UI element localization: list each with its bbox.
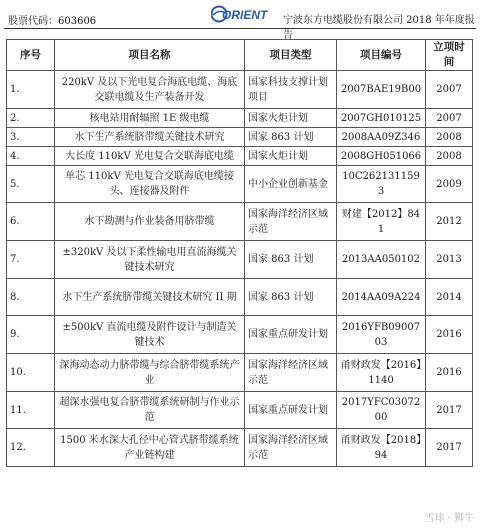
cell-project-code: 2008AA09Z346: [337, 128, 426, 147]
cell-project-type: 国家火炬计划: [245, 109, 337, 128]
cell-project-type: 中小企业创新基金: [245, 166, 337, 203]
cell-project-name: 超深水强电复合脐带缆系统研制与作业示范: [55, 392, 245, 429]
table-row: [7, 109, 473, 128]
cell-year: 2014: [426, 279, 473, 316]
cell-project-name: ±320kV 及以下柔性输电用直流海缆关键技术研究: [55, 241, 245, 279]
column-header-name: 项目名称: [55, 40, 245, 71]
stock-code: 股票代码：603606: [8, 16, 97, 27]
cell-project-code: 2017YFC0307200: [337, 392, 426, 429]
cell-project-name: 深海动态动力脐带缆与综合脐带缆系统产业: [55, 354, 245, 392]
column-header-code: 项目编号: [337, 40, 426, 71]
cell-number: 9.: [7, 316, 55, 354]
column-header-type: 项目类型: [245, 40, 337, 71]
cell-year: 2008: [426, 128, 473, 147]
company-report-title: 宁波东方电缆股份有限公司 2018 年年度报告: [283, 15, 475, 41]
cell-project-type: 国家火炬计划: [245, 147, 337, 166]
table-row: [7, 429, 473, 467]
cell-project-name: ±500kV 直流电缆及附件设计与制造关键技术: [55, 316, 245, 354]
header-rule: [4, 28, 476, 29]
cell-year: 2008: [426, 147, 473, 166]
cell-number: 11.: [7, 392, 55, 429]
table-row: [7, 392, 473, 429]
company-logo-icon: [211, 4, 281, 24]
cell-project-name: 220kV 及以下光电复合海底电缆、海底交联电缆及生产装备开发: [55, 71, 245, 109]
cell-year: 2013: [426, 241, 473, 279]
cell-year: 2012: [426, 203, 473, 241]
projects-table: [6, 39, 473, 467]
cell-project-code: 2016YFB0900703: [337, 316, 426, 354]
table-row: [7, 279, 473, 316]
table-row: [7, 241, 473, 279]
table-header-row: [7, 40, 473, 71]
cell-project-name: 1500 米水深大孔径中心管式脐带缆系统产业链构建: [55, 429, 245, 467]
table-body: [7, 71, 473, 467]
cell-number: 2.: [7, 109, 55, 128]
cell-number: 7.: [7, 241, 55, 279]
cell-number: 12.: [7, 429, 55, 467]
cell-project-type: 国家海洋经济区域示范: [245, 429, 337, 467]
cell-project-type: 国家重点研发计划: [245, 392, 337, 429]
cell-project-type: 国家海洋经济区域示范: [245, 203, 337, 241]
cell-project-name: 核电站用耐辐照 1E 级电缆: [55, 109, 245, 128]
page-header: [0, 0, 480, 41]
watermark: 雪球 · 狮牛: [424, 513, 474, 524]
cell-project-name: 水下生产系统脐带缆关键技术研究: [55, 128, 245, 147]
cell-project-code: 2007BAE19B00: [337, 71, 426, 109]
cell-year: 2009: [426, 166, 473, 203]
cell-number: 1.: [7, 71, 55, 109]
cell-project-name: 水下生产系统脐带缆关键技术研究 II 期: [55, 279, 245, 316]
cell-number: 4.: [7, 147, 55, 166]
cell-project-type: 国家科技支撑计划项目: [245, 71, 337, 109]
cell-project-name: 大长度 110kV 光电复合交联海底电缆: [55, 147, 245, 166]
logo-text: ORIENT: [222, 8, 268, 22]
cell-project-type: 国家海洋经济区域示范: [245, 354, 337, 392]
table-row: [7, 354, 473, 392]
cell-project-name: 水下勘测与作业装备用脐带缆: [55, 203, 245, 241]
cell-year: 2016: [426, 316, 473, 354]
cell-project-name: 单芯 110kV 光电复合交联海底电缆接头、连接器及附件: [55, 166, 245, 203]
cell-year: 2016: [426, 354, 473, 392]
column-header-no: 序号: [7, 40, 55, 71]
cell-project-code: 2014AA09A224: [337, 279, 426, 316]
cell-project-code: 10C2621311593: [337, 166, 426, 203]
table-row: [7, 203, 473, 241]
cell-year: 2007: [426, 109, 473, 128]
table-row: [7, 71, 473, 109]
cell-project-type: 国家 863 计划: [245, 128, 337, 147]
cell-number: 8.: [7, 279, 55, 316]
cell-number: 5.: [7, 166, 55, 203]
cell-year: 2017: [426, 392, 473, 429]
cell-project-code: 财建【2012】841: [337, 203, 426, 241]
cell-project-code: 2008GH051066: [337, 147, 426, 166]
cell-number: 3.: [7, 128, 55, 147]
column-header-year: 立项时间: [426, 40, 473, 71]
cell-project-code: 甬财政发【2016】1140: [337, 354, 426, 392]
table-row: [7, 128, 473, 147]
table-row: [7, 316, 473, 354]
cell-project-code: 2013AA050102: [337, 241, 426, 279]
cell-number: 6.: [7, 203, 55, 241]
cell-project-code: 2007GH010125: [337, 109, 426, 128]
cell-year: 2017: [426, 429, 473, 467]
cell-project-type: 国家 863 计划: [245, 241, 337, 279]
cell-project-type: 国家 863 计划: [245, 279, 337, 316]
cell-year: 2007: [426, 71, 473, 109]
table-row: [7, 166, 473, 203]
cell-number: 10.: [7, 354, 55, 392]
table-row: [7, 147, 473, 166]
cell-project-code: 甬财政发【2018】94: [337, 429, 426, 467]
cell-project-type: 国家重点研发计划: [245, 316, 337, 354]
